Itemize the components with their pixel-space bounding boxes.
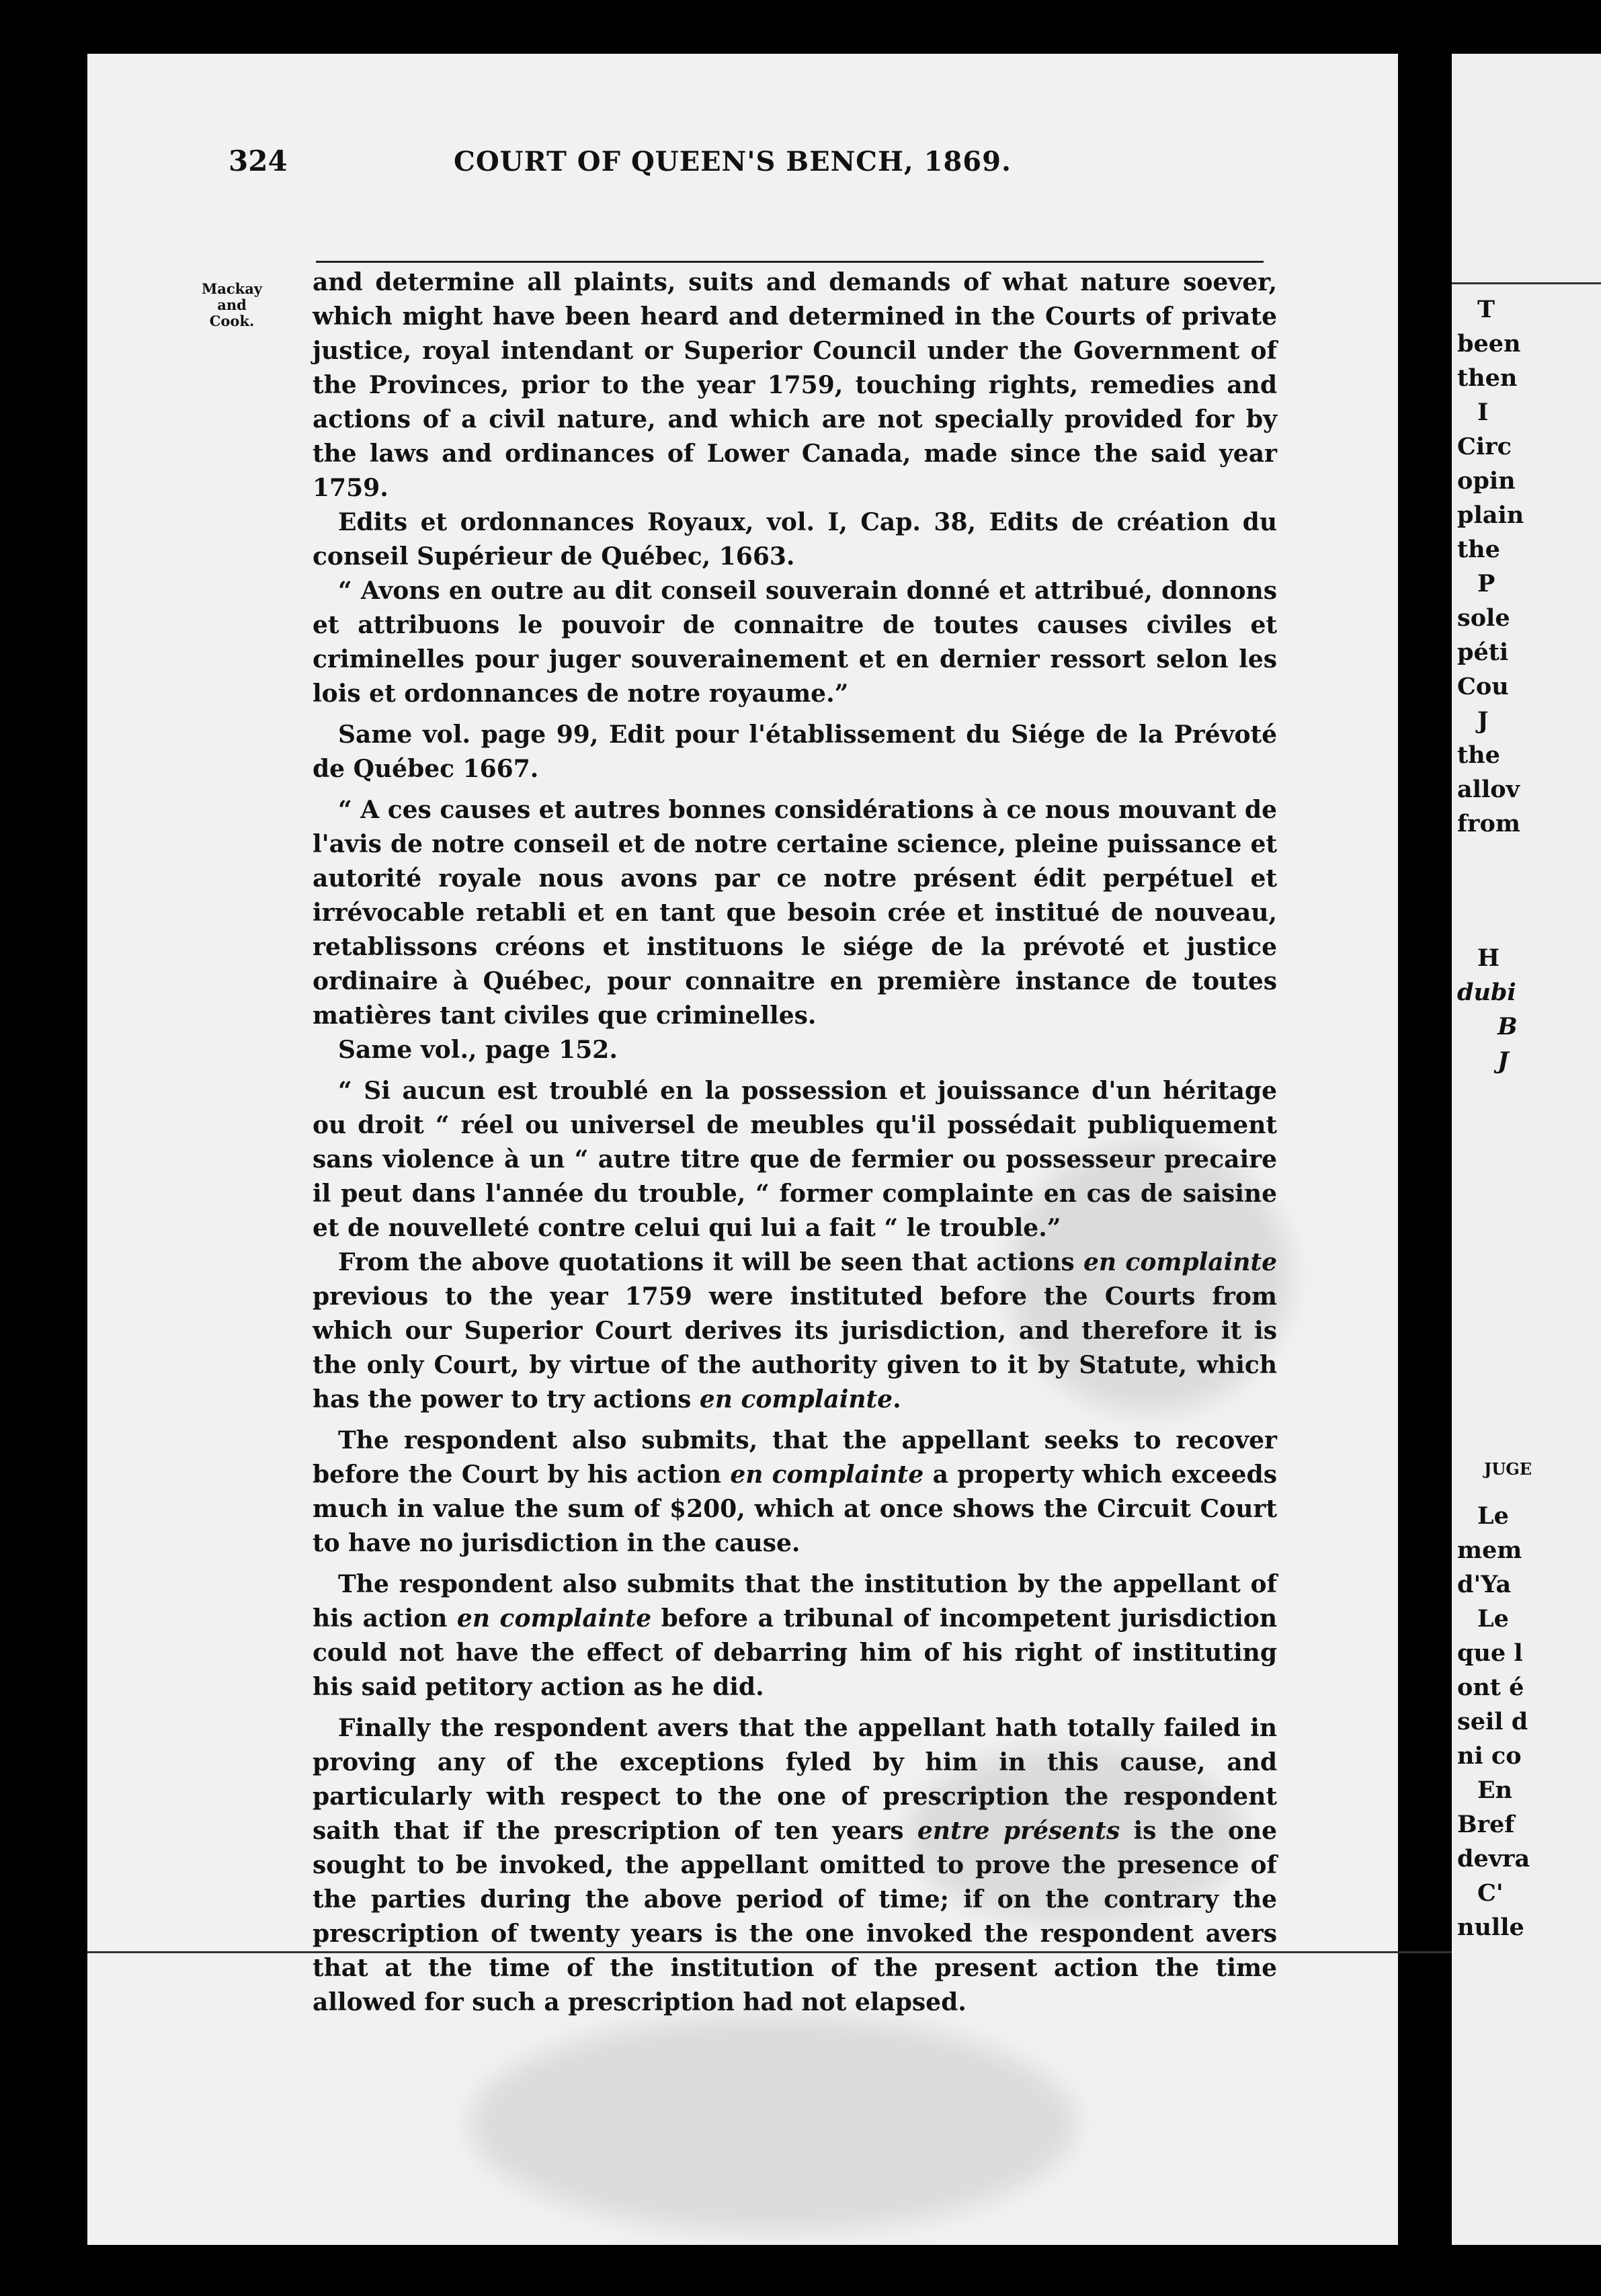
quotation: “ Si aucun est troublé en la possession et jouissance d'un héritage ou droit “ réel ou universel de meubles qu'il possédait publiquement sans violence à un “ autre titre que de fermier ou possesseur precaire il peut dans l'année du trouble, “ former complainte en cas de saisine et de nouvelleté contre celui qui lui a fait “ le trouble.”	[313, 1077, 1277, 1242]
adjacent-text-top: T been then I Circ opin plain the P sole péti Cou J the allov from	[1457, 296, 1524, 837]
paragraph-complainte: From the above quotations it will be seen that actions en complainte previous to the year 1759 were instituted before the Courts from which our Superior Court derives its jurisdiction, and therefore it is the only Court, by virtue of the authority given to it by Statute, which has the power to try actions en complainte.	[313, 1248, 1277, 1413]
paragraph-debarring: The respondent also submits that the institution by the appellant of his action en complainte before a tribunal of incompetent jurisdiction could not have the effect of debarring him of his right of instituting his said petitory action as he did.	[313, 1570, 1277, 1701]
margin-note-line: and	[217, 296, 247, 313]
adjacent-heading: JUGE	[1484, 1459, 1532, 1479]
scan-line-artifact	[87, 1951, 1601, 1953]
adjacent-text-middle: H dubi B J	[1457, 944, 1518, 1075]
paragraph: Same vol. page 99, Edit pour l'établissement du Siége de la Prévoté de Québec 1667.	[313, 721, 1277, 783]
paragraph-value: The respondent also submits, that the appellant seeks to recover before the Court by his action en complainte a property which exceeds much in value the sum of $200, which at once shows the Circuit Court to have no jurisdiction in the cause.	[313, 1426, 1278, 1557]
adjacent-text-bottom: Le mem d'Ya Le que l ont é seil d ni co En Bref devra C' nulle	[1457, 1502, 1530, 1941]
paragraph: Same vol., page 152.	[338, 1036, 618, 1064]
page-number: 324	[229, 145, 288, 177]
paragraph-finally: Finally the respondent avers that the appellant hath totally failed in proving any of the exceptions fyled by him in this cause, and particularly with respect to the one of prescription the respondent saith that if the prescription of ten years entre présents is the one sought to be invoked, the appellant omitted to prove the presence of the parties during the above period of time; if on the contrary the prescription of twenty years is the one invoked the respondent avers that at the time of the institution of the present action the time allowed for such a prescription had not elapsed.	[313, 1714, 1277, 2016]
body-text	[313, 265, 1277, 2020]
paragraph: Edits et ordonnances Royaux, vol. I, Cap. 38, Edits de création du conseil Supérieur de Québec, 1663.	[313, 508, 1277, 571]
header-rule	[316, 261, 1264, 263]
margin-note-line: Cook.	[209, 313, 255, 329]
adjacent-page-rule	[1452, 282, 1601, 284]
running-title: COURT OF QUEEN'S BENCH, 1869.	[454, 146, 1012, 177]
margin-note	[195, 281, 269, 329]
page-header	[229, 145, 1082, 192]
quotation: “ Avons en outre au dit conseil souverain donné et attribué, donnons et attribuons le pouvoir de connaitre de toutes causes civiles et criminelles pour juger souverainement et en dernier ressort selon les lois et ordonnances de notre royaume.”	[313, 577, 1277, 708]
margin-note-line: Mackay	[202, 280, 262, 297]
scan-smudge	[470, 2016, 1075, 2231]
quotation: “ A ces causes et autres bonnes considérations à ce nous mouvant de l'avis de notre conseil et de notre certaine science, pleine puissance et autorité royale nous avons par ce notre présent édit perpétuel et irrévocable retabli et en tant que besoin crée et institué de nouveau, retablissons créons et instituons le siége de la prévoté et justice ordinaire à Québec, pour connaitre en première instance de toutes matières tant civiles que criminelles.	[313, 796, 1277, 1030]
paragraph: and determine all plaints, suits and demands of what nature soever, which might have been heard and determined in the Courts of private justice, royal intendant or Superior Council under the Government of the Provinces, prior to the year 1759, touching rights, remedies and actions of a civil nature, and which are not specially provided for by the laws and ordinances of Lower Canada, made since the said year 1759.	[313, 268, 1277, 502]
adjacent-page	[1452, 54, 1601, 2245]
